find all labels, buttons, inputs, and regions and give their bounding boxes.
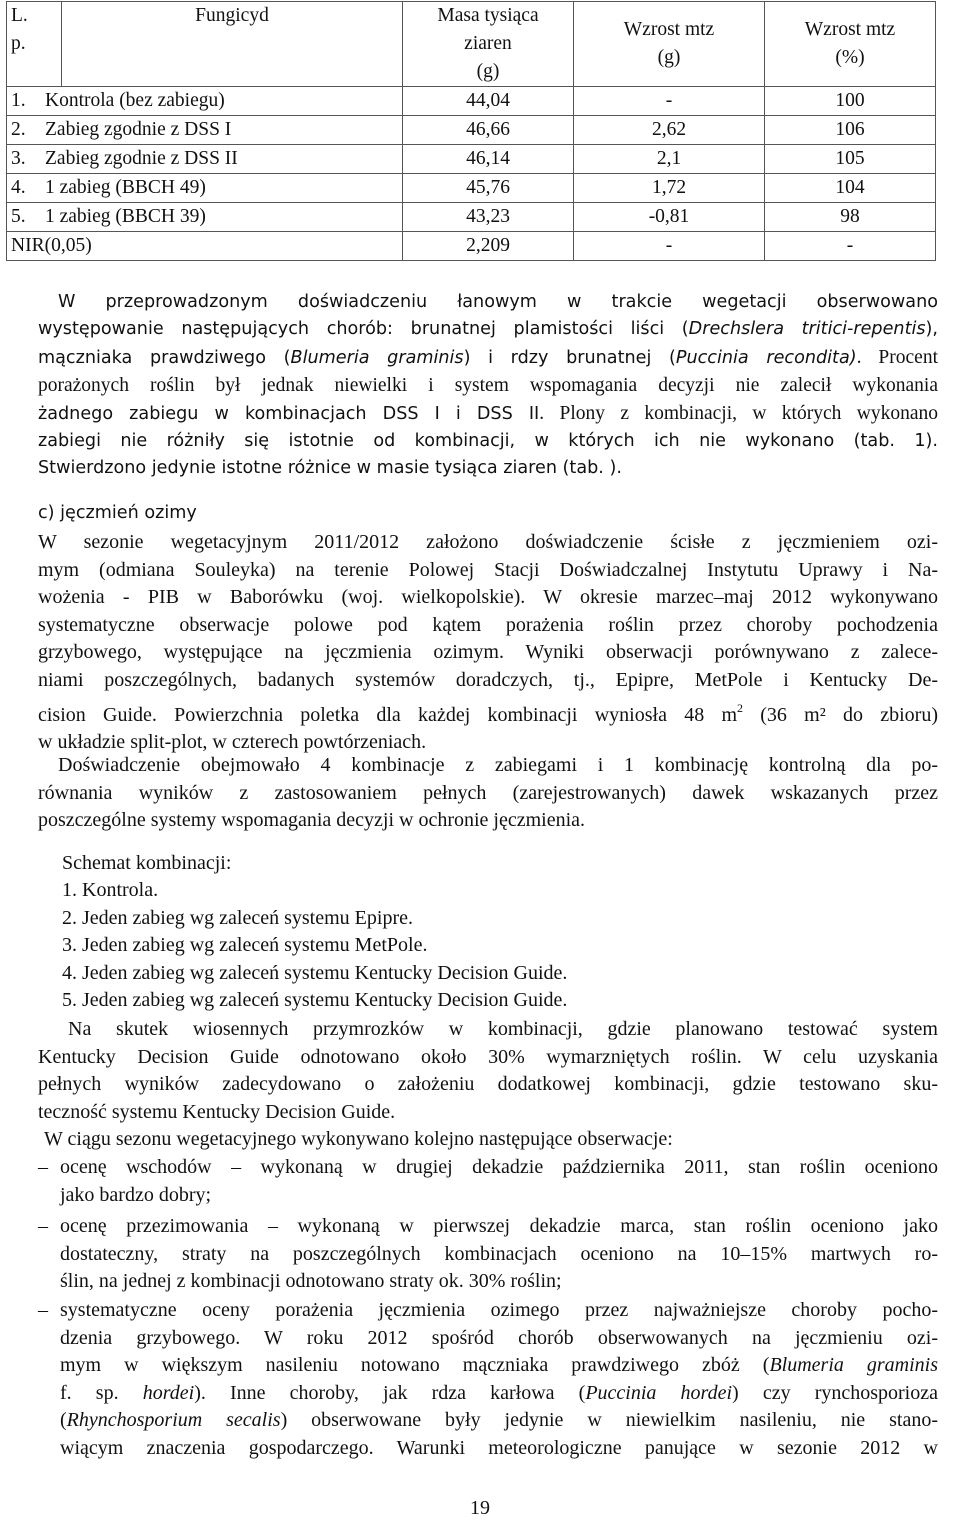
table-row-nir [7, 232, 936, 261]
text-line: pełnych wyników zadecydowano o założeniu dodatkowej kombinacji, gdzie testowano sku- [38, 1073, 938, 1096]
text-line: ocenę przezimowania – wykonaną w pierwszej dekadzie marca, stan roślin oceniono jako [60, 1215, 938, 1237]
observation-item: – ocenę przezimowania – wykonaną w pierwszej dekadzie marca, stan roślin oceniono jako dostateczny, straty na poszczególnych kombinacjach oceniono na 10–15% martwych ro- ślin, na jednej z kombinacji odnotowano straty ok. 30% roślin; [38, 1213, 938, 1296]
text-line: dostateczny, straty na poszczególnych kombinacjach oceniono na 10–15% martwych ro- [60, 1242, 938, 1265]
row-fungicyd: Kontrola (bez zabiegu) [45, 90, 225, 111]
text-line: jako bardzo dobry; [60, 1183, 212, 1206]
schemat-list [62, 850, 567, 1014]
text-line: grzybowego, występujące na jęczmienia ozimym. Wyniki obserwacji porównywano z zalece- [38, 641, 938, 664]
row-lp: 3. [11, 148, 26, 169]
observation-item: – systematyczne oceny porażenia jęczmienia ozimego przez najważniejsze choroby pocho- dzenia grzybowego. W roku 2012 spośród chorób obserwowanych na jęczmieniu ozi- mym w większym nasileniu notowano mączniaka prawdziwego zbóż (Blumeria graminis f. sp. hordei). Inne choroby, jak rdza karłowa (Puccinia hordei) czy rynchosporioza (Rhynchosporium secalis) obserwowane były jedynie w niewielkim nasileniu, nie stano- wiącym znaczenia gospodarczego. Warunki meteorologiczne panujące w sezonie 2012 w [38, 1297, 938, 1463]
observation-item: – ocenę wschodów – wykonaną w drugiej dekadzie października 2011, stan roślin oceniono jako bardzo dobry; [38, 1154, 938, 1209]
row-mtz: 43,23 [403, 203, 574, 232]
row-lp: 5. [11, 206, 26, 227]
text-line: teczność systemu Kentucky Decision Guide. [38, 1100, 396, 1123]
text-line: f. sp. hordei). Inne choroby, jak rdza karłowa (Puccinia hordei) czy rynchosporioza [60, 1381, 938, 1404]
table-row [7, 87, 936, 116]
text-line: w układzie split-plot, w czterech powtórzeniach. [38, 731, 427, 754]
row-wzrost-pct: 100 [765, 87, 936, 116]
row-label [7, 145, 403, 174]
row-label [7, 203, 403, 232]
row-wzrost-g: 2,1 [574, 145, 765, 174]
text-line: Stwierdzono jedynie istotne różnice w masie tysiąca ziaren (tab. ). [38, 458, 622, 479]
row-lp: 4. [11, 177, 26, 198]
text-line: niami poszczególnych, badanych systemów doradczych, tj., Epipre, MetPole i Kentucky De- [38, 668, 938, 691]
text-line: Doświadczenie obejmowało 4 kombinacje z zabiegami i 1 kombinację kontrolną dla po- [58, 754, 938, 776]
row-wzrost-g: - [574, 87, 765, 116]
row-mtz: 45,76 [403, 174, 574, 203]
row-label [7, 174, 403, 203]
header-mtz: Masa tysiąca ziaren (g) [403, 2, 574, 87]
text-line: mym w większym nasileniu notowano mączniaka prawdziwego zbóż (Blumeria graminis [60, 1354, 938, 1377]
row-mtz: 44,04 [403, 87, 574, 116]
text-line: mym (odmiana Souleyka) na terenie Polowej Stacji Doświadczalnej Instytutu Uprawy i Na- [38, 558, 938, 581]
paragraph-experiment [38, 752, 938, 835]
table-row [7, 203, 936, 232]
list-item: 4. Jeden zabieg wg zaleceń systemu Kentucky Decision Guide. [62, 961, 568, 984]
text-line: zabiegi nie różniły się istotnie od kombinacji, w których ich nie wykonano (tab. 1). [38, 431, 938, 452]
row-wzrost-pct: 104 [765, 174, 936, 203]
header-wzrost-pct: Wzrost mtz (%) [765, 2, 936, 87]
row-wzrost-g: 2,62 [574, 116, 765, 145]
row-wzrost-g: -0,81 [574, 203, 765, 232]
row-lp: 2. [11, 119, 26, 140]
nir-label: NIR(0,05) [7, 232, 403, 261]
header-wzrost-g: Wzrost mtz (g) [574, 2, 765, 87]
text-line: W sezonie wegetacyjnym 2011/2012 założono doświadczenie ścisłe z jęczmieniem ozi- [38, 531, 938, 553]
table-row [7, 145, 936, 174]
row-wzrost-pct: 106 [765, 116, 936, 145]
paragraph-season [38, 529, 938, 757]
text-line: wiącym znaczenia gospodarczego. Warunki meteorologiczne panujące w sezonie 2012 w [60, 1436, 938, 1459]
text-line: wożenia - PIB w Baborówku (woj. wielkopolskie). W okresie marzec–maj 2012 wykonywano [38, 586, 938, 609]
list-item: 5. Jeden zabieg wg zaleceń systemu Kentucky Decision Guide. [62, 989, 568, 1012]
row-fungicyd: 1 zabieg (BBCH 39) [45, 206, 206, 227]
section-heading: c) jęczmień ozimy [38, 503, 197, 523]
text-line: Kentucky Decision Guide odnotowano około 30% wymarzniętych roślin. W celu uzyskania [38, 1045, 938, 1068]
paragraph-frost [38, 1016, 938, 1126]
list-item: 2. Jeden zabieg wg zaleceń systemu Epipre. [62, 906, 413, 929]
text-line: W przeprowadzonym doświadczeniu łanowym w trakcie wegetacji obserwowano [58, 292, 938, 312]
nir-wzrost-g: - [574, 232, 765, 261]
paragraph-observations [38, 289, 938, 483]
text-line: Na skutek wiosennych przymrozków w kombinacji, gdzie planowano testować system [68, 1018, 938, 1040]
list-item: 1. Kontrola. [62, 879, 159, 902]
text-line: dzenia grzybowego. W roku 2012 spośród chorób obserwowanych na jęczmieniu ozi- [60, 1326, 938, 1349]
nir-wzrost-pct: - [765, 232, 936, 261]
page-number: 19 [470, 1497, 490, 1519]
nir-mtz: 2,209 [403, 232, 574, 261]
list-item: 3. Jeden zabieg wg zaleceń systemu MetPole. [62, 934, 428, 957]
row-mtz: 46,66 [403, 116, 574, 145]
header-lp: L. p. [7, 2, 62, 87]
row-fungicyd: Zabieg zgodnie z DSS I [45, 119, 232, 140]
row-fungicyd: 1 zabieg (BBCH 49) [45, 177, 206, 198]
results-table [6, 1, 936, 261]
text-line: cision Guide. Powierzchnia poletka dla każdej kombinacji wyniosła 48 $m^2$ (36 m² do zbioru) [38, 700, 938, 726]
text-line: (Rhynchosporium secalis) obserwowane były jedynie w niewielkim nasileniu, nie stano- [60, 1409, 938, 1432]
text-line: porażonych roślin był jednak niewielki i system wspomagania decyzji nie zalecił wykonania [38, 375, 938, 397]
schemat-title: Schemat kombinacji: [62, 852, 232, 874]
text-line: mączniaka prawdziwego (Blumeria graminis) i rdzy brunatnej (Puccinia recondita). Procent [38, 346, 939, 368]
text-line: ocenę wschodów – wykonaną w drugiej dekadzie października 2011, stan roślin oceniono [60, 1156, 938, 1178]
row-label [7, 116, 403, 145]
text-line: żadnego zabiegu w kombinacjach DSS I i DSS II. Plony z kombinacji, w których wykonano [38, 402, 938, 424]
row-label [7, 87, 403, 116]
text-line: systematyczne oceny porażenia jęczmienia ozimego przez najważniejsze choroby pocho- [60, 1299, 938, 1321]
text-line: systematyczne obserwacje polowe pod kątem porażenia roślin przez choroby pochodzenia [38, 613, 938, 636]
table-row [7, 116, 936, 145]
row-mtz: 46,14 [403, 145, 574, 174]
text-line: poszczególne systemy wspomagania decyzji w ochronie jęczmienia. [38, 809, 586, 832]
table-row [7, 174, 936, 203]
paragraph-observations-intro: W ciągu sezonu wegetacyjnego wykonywano kolejno następujące obserwacje: [44, 1128, 673, 1150]
row-fungicyd: Zabieg zgodnie z DSS II [45, 148, 238, 169]
row-wzrost-g: 1,72 [574, 174, 765, 203]
text-line: występowanie następujących chorób: brunatnej plamistości liści (Drechslera tritici-repentis), [38, 319, 938, 340]
table-header-row [7, 2, 936, 87]
header-fungicyd: Fungicyd [62, 2, 403, 87]
text-line: równania wyników z zastosowaniem pełnych (zarejestrowanych) dawek wskazanych przez [38, 781, 938, 804]
row-wzrost-pct: 98 [765, 203, 936, 232]
row-lp: 1. [11, 90, 26, 111]
text-line: ślin, na jednej z kombinacji odnotowano straty ok. 30% roślin; [60, 1270, 562, 1293]
row-wzrost-pct: 105 [765, 145, 936, 174]
